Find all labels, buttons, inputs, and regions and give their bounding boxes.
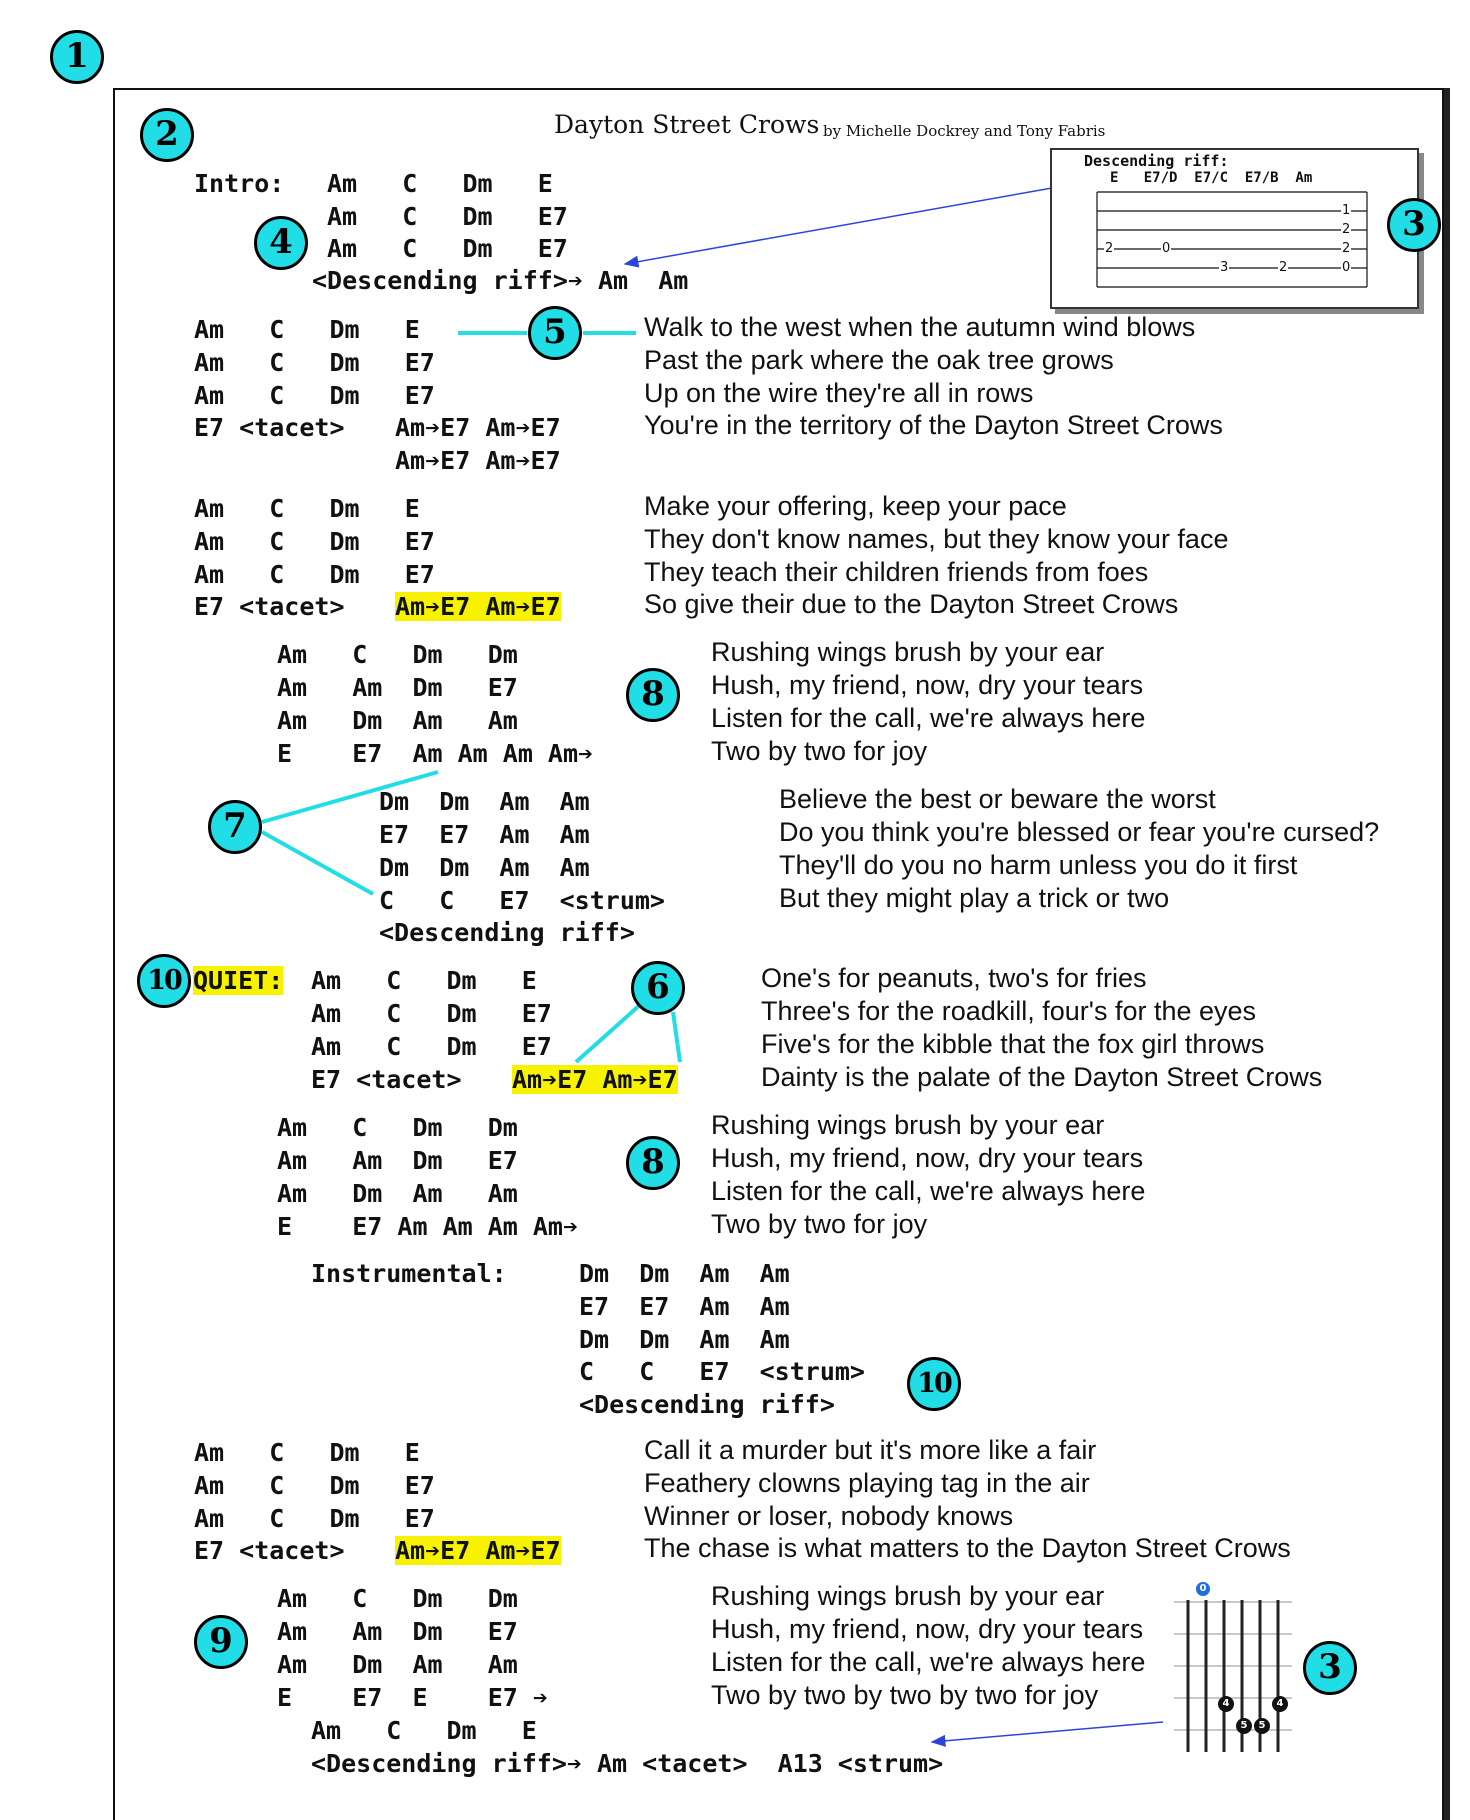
intro-riff-end: Am Am (597, 266, 689, 295)
verse1-lyric: You're in the territory of the Dayton Street Crows (644, 410, 1223, 440)
badge-8-repeat: 8 (626, 1136, 680, 1190)
chord: Am (395, 592, 426, 621)
tab-title: Descending riff: (1084, 152, 1229, 170)
verse1-chords: Am C Dm E7 (194, 381, 435, 410)
chord: Am (485, 1536, 516, 1565)
quiet-chords: Am C Dm E7 (311, 1032, 552, 1061)
song-title: Dayton Street Crows (554, 110, 820, 139)
verse4-turnaround: Am➔E7 Am➔E7 (395, 1536, 561, 1565)
chorus-lyric: Hush, my friend, now, dry your tears (711, 670, 1144, 700)
tab-note: 2 (1342, 241, 1351, 256)
chorus2-lyric: Listen for the call, we're always here (711, 1176, 1146, 1206)
tab-note: 1 (1342, 203, 1351, 218)
bridge-lyric: Do you think you're blessed or fear you're cursed? (779, 817, 1380, 847)
verse2-lyric: They teach their children friends from foes (644, 557, 1149, 587)
instrumental-chords: E7 E7 Am Am (579, 1292, 790, 1321)
verse4-chords: E7 <tacet> (194, 1536, 345, 1565)
quiet-lyric: Dainty is the palate of the Dayton Street Crows (761, 1062, 1323, 1092)
badge-10-quiet: 10 (137, 954, 191, 1008)
verse2-chords: Am C Dm E7 (194, 560, 435, 589)
outro-lyric: Hush, my friend, now, dry your tears (711, 1614, 1144, 1644)
quiet-chords: Am C Dm E7 (311, 999, 552, 1028)
verse1-chords: E7 <tacet> (194, 413, 345, 442)
chord: Am (485, 592, 516, 621)
chord: E7 (530, 446, 561, 475)
finger-dot: 5 (1254, 1718, 1270, 1734)
verse4-chords: Am C Dm E (194, 1438, 420, 1467)
badge-8: 8 (626, 668, 680, 722)
bridge-chords: Dm Dm Am Am (379, 787, 590, 816)
instrumental-riff: <Descending riff> (579, 1390, 835, 1419)
verse4-lyric: Feathery clowns playing tag in the air (644, 1468, 1090, 1498)
chorus2-chords: Am C Dm Dm (277, 1113, 518, 1142)
chorus-lyric: Listen for the call, we're always here (711, 703, 1146, 733)
verse4-chords: Am C Dm E7 (194, 1471, 435, 1500)
outro-chords: Am Am Dm E7 (277, 1617, 518, 1646)
chord-line: E E7 E E7 (277, 1683, 518, 1712)
chord: E7 (440, 1536, 471, 1565)
chorus2-lyric: Two by two for joy (711, 1209, 928, 1239)
chorus-lyric: Two by two for joy (711, 736, 928, 766)
badge-3-fretboard: 3 (1303, 1641, 1357, 1695)
instrumental-label: Instrumental: (311, 1259, 507, 1288)
quiet-lyric: Five's for the kibble that the fox girl throws (761, 1029, 1265, 1059)
bridge-lyric: Believe the best or beware the worst (779, 784, 1216, 814)
badge-2: 2 (140, 108, 194, 162)
verse1-lyric: Walk to the west when the autumn wind blows (644, 312, 1196, 342)
line-6b (673, 1012, 680, 1062)
verse4-lyric: Call it a murder but it's more like a fair (644, 1435, 1097, 1465)
tab-staff (1052, 150, 1417, 307)
outro-ending: Am <tacet> A13 <strum> (596, 1749, 944, 1778)
verse4-chords: Am C Dm E7 (194, 1504, 435, 1533)
badge-6: 6 (631, 961, 685, 1015)
intro-row: Am C Dm E (327, 169, 553, 198)
bridge-lyric: They'll do you no harm unless you do it first (779, 850, 1298, 880)
verse1-turnaround: Am➔E7 Am➔E7 (395, 413, 561, 442)
chorus-chords-last: E E7 Am Am Am Am➔ (277, 739, 594, 768)
fretboard-grid (1168, 1582, 1298, 1757)
chord: Am (485, 446, 516, 475)
chorus2-lyric: Hush, my friend, now, dry your tears (711, 1143, 1144, 1173)
instrumental-chords: Dm Dm Am Am (579, 1325, 790, 1354)
chorus-chords: Am C Dm Dm (277, 640, 518, 669)
bridge-chords: E7 E7 Am Am (379, 820, 590, 849)
verse2-lyric: Make your offering, keep your pace (644, 491, 1067, 521)
chord: Am (512, 1065, 543, 1094)
chorus2-chords: Am Dm Am Am (277, 1179, 518, 1208)
outro-final-chords: Am C Dm E (311, 1716, 537, 1745)
chord: E7 (440, 446, 471, 475)
verse1-lyric: Up on the wire they're all in rows (644, 378, 1034, 408)
quiet-chords: Am C Dm E (311, 966, 537, 995)
outro-lyric: Listen for the call, we're always here (711, 1647, 1146, 1677)
tab-note: 3 (1220, 260, 1229, 275)
chord: E7 (530, 1536, 561, 1565)
finger-dot: 5 (1236, 1718, 1252, 1734)
chord: Am (485, 413, 516, 442)
outro-chords: Am C Dm Dm (277, 1584, 518, 1613)
chord: E7 (557, 1065, 588, 1094)
verse1-chords: Am C Dm E (194, 315, 420, 344)
bridge-lyric: But they might play a trick or two (779, 883, 1170, 913)
outro-ending-line: <Descending riff>➔ Am <tacet> A13 <strum> (311, 1749, 944, 1778)
chord: E7 (530, 592, 561, 621)
chord: Am (395, 413, 426, 442)
quiet-lyric: One's for peanuts, two's for fries (761, 963, 1147, 993)
arrow-to-intro-riff (625, 188, 1052, 264)
verse2-lyric: So give their due to the Dayton Street Crows (644, 589, 1179, 619)
outro-chords: Am Dm Am Am (277, 1650, 518, 1679)
line-7b (262, 832, 373, 894)
chord: Am (395, 446, 426, 475)
finger-dot: 4 (1218, 1696, 1234, 1712)
outro-riff: <Descending riff> (311, 1749, 567, 1778)
chorus-lyric: Rushing wings brush by your ear (711, 637, 1105, 667)
arrow-to-ending (932, 1722, 1163, 1742)
chorus2-lyric: Rushing wings brush by your ear (711, 1110, 1105, 1140)
quiet-lyric: Three's for the roadkill, four's for the eyes (761, 996, 1257, 1026)
chord: Am (602, 1065, 633, 1094)
verse2-lyric: They don't know names, but they know your face (644, 524, 1229, 554)
outro-lyric: Rushing wings brush by your ear (711, 1581, 1105, 1611)
bridge-chords: Dm Dm Am Am (379, 853, 590, 882)
instrumental-chords: Dm Dm Am Am (579, 1259, 790, 1288)
descending-riff-tab (1050, 148, 1419, 309)
bridge-chords: C C E7 <strum> (379, 886, 665, 915)
badge-9: 9 (194, 1615, 248, 1669)
verse2-turnaround: Am➔E7 Am➔E7 (395, 592, 561, 621)
chorus2-chords-last: E E7 Am Am Am Am➔ (277, 1212, 579, 1241)
verse1-turnaround: Am➔E7 Am➔E7 (395, 446, 561, 475)
outro-lyric: Two by two by two by two for joy (711, 1680, 1099, 1710)
chorus2-chords: Am Am Dm E7 (277, 1146, 518, 1175)
line-6a (576, 1004, 641, 1062)
chord: E7 (440, 413, 471, 442)
open-string-marker: 0 (1196, 1582, 1210, 1596)
chorus-chords: Am Am Dm E7 (277, 673, 518, 702)
chord-line: E E7 Am Am Am Am (277, 739, 579, 768)
chord-line: E E7 Am Am Am Am (277, 1212, 563, 1241)
intro-label: Intro: (194, 169, 285, 198)
intro-riff: <Descending riff> (312, 266, 568, 295)
tab-note: 0 (1342, 260, 1351, 275)
verse2-chords: Am C Dm E (194, 494, 420, 523)
quiet-label: QUIET: (193, 966, 284, 995)
chorus-chords: Am Dm Am Am (277, 706, 518, 735)
outro-chords-last: E E7 E E7 ➔ (277, 1683, 548, 1712)
chord: E7 (530, 413, 561, 442)
badge-10-strum: 10 (907, 1357, 961, 1411)
chord: Am (395, 1536, 426, 1565)
verse4-lyric: The chase is what matters to the Dayton Street Crows (644, 1533, 1291, 1563)
badge-5: 5 (528, 306, 582, 360)
intro-row: Am C Dm E7 (327, 202, 568, 231)
verse4-lyric: Winner or loser, nobody knows (644, 1501, 1014, 1531)
quiet-chords: E7 <tacet> (311, 1065, 462, 1094)
verse2-chords: E7 <tacet> (194, 592, 345, 621)
badge-3: 3 (1387, 198, 1441, 252)
badge-7: 7 (208, 800, 262, 854)
tab-note: 2 (1105, 241, 1114, 256)
badge-4: 4 (254, 216, 308, 270)
badge-1: 1 (50, 30, 104, 84)
intro-row: Am C Dm E7 (327, 234, 568, 263)
tab-chords: E E7/D E7/C E7/B Am (1110, 170, 1313, 186)
tab-note: 0 (1162, 241, 1171, 256)
tab-note: 2 (1279, 260, 1288, 275)
finger-dot: 4 (1272, 1696, 1288, 1712)
intro-riff-line: <Descending riff>➔ Am Am (312, 266, 689, 295)
verse1-chords: Am C Dm E7 (194, 348, 435, 377)
chord: E7 (440, 592, 471, 621)
tab-note: 2 (1342, 222, 1351, 237)
a13-chord-diagram (1168, 1582, 1298, 1757)
instrumental-chords: C C E7 <strum> (579, 1357, 865, 1386)
chord: E7 (647, 1065, 678, 1094)
song-byline: by Michelle Dockrey and Tony Fabris (823, 122, 1106, 140)
quiet-turnaround: Am➔E7 Am➔E7 (512, 1065, 678, 1094)
bridge-riff: <Descending riff> (379, 918, 635, 947)
verse1-lyric: Past the park where the oak tree grows (644, 345, 1114, 375)
verse2-chords: Am C Dm E7 (194, 527, 435, 556)
